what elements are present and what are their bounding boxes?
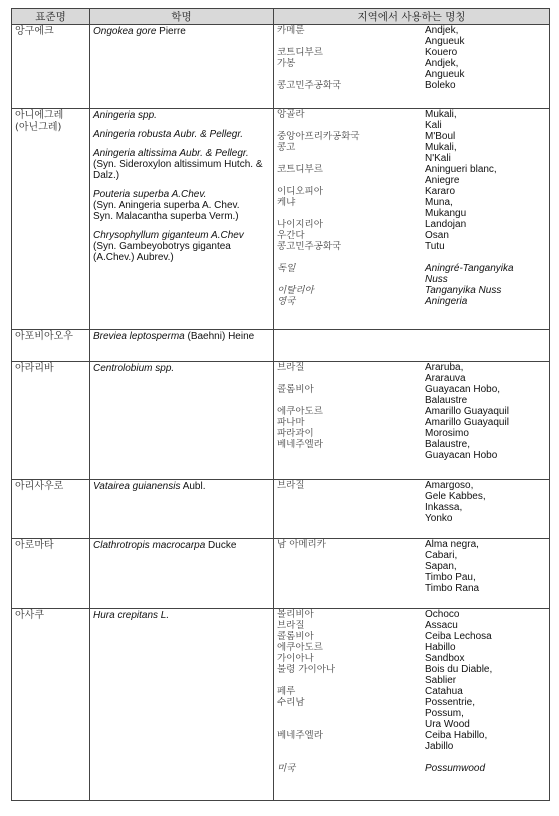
local-name: Yonko (425, 513, 453, 524)
local-name: Catahua (425, 686, 463, 697)
table-row (12, 330, 550, 362)
local-name: Possumwood (425, 763, 486, 774)
scientific-binomial: Clathrotropis macrocarpa (93, 540, 206, 551)
local-names-cell (274, 109, 550, 330)
scientific-name-cell (90, 25, 274, 109)
local-name: Ura Wood (425, 719, 470, 730)
local-name: Kouero (425, 47, 458, 58)
local-name: Araruba, (425, 362, 464, 373)
scientific-binomial: Breviea leptosperma (93, 331, 185, 342)
region-label: 앙골라 (277, 109, 305, 120)
region-label: 우간다 (277, 230, 305, 241)
local-name: Osan (425, 230, 449, 241)
region-label: 콩고민주공화국 (277, 241, 342, 252)
local-name: M'Boul (425, 131, 456, 142)
table-row (12, 25, 550, 109)
scientific-author: Aubl. (180, 481, 206, 492)
region-label: 브라질 (277, 362, 305, 373)
region-label: 케냐 (277, 197, 296, 208)
scientific-block (93, 189, 270, 222)
standard-name-cell: 앙구에크 (12, 25, 90, 109)
region-label: 베네주엘라 (277, 439, 323, 450)
region-label: 중앙아프리카공화국 (277, 131, 360, 142)
local-name: Angueuk (425, 36, 465, 47)
local-name: Gele Kabbes, (425, 491, 486, 502)
local-name: Guayacan Hobo, (425, 384, 501, 395)
local-name: Timbo Rana (425, 583, 480, 594)
region-label: 에쿠아도르 (277, 642, 323, 653)
local-name: Balaustre, (425, 439, 471, 450)
scientific-name (93, 540, 236, 551)
local-names-cell (274, 362, 550, 480)
local-name: Bois du Diable, (425, 664, 493, 675)
standard-name-cell: 아로마타 (12, 539, 90, 609)
scientific-binomial: Vatairea guianensis (93, 481, 181, 492)
local-names-cell (274, 480, 550, 539)
species-table (11, 8, 550, 801)
local-name: Mukali, (425, 109, 457, 120)
local-name: Muna, (425, 197, 453, 208)
region-label: 불령 가이아나 (277, 664, 336, 675)
local-names-list (277, 480, 546, 524)
standard-name-cell: 아포비아오우 (12, 330, 90, 362)
region-label: 베네주엘라 (277, 730, 323, 741)
local-names-list (277, 109, 546, 307)
local-name: Amargoso, (425, 480, 474, 491)
region-label: 남 아메리카 (277, 539, 326, 550)
local-name: Balaustre (425, 395, 468, 406)
region-label: 에쿠아도르 (277, 406, 323, 417)
species-table-container (11, 8, 549, 801)
scientific-block (93, 230, 270, 263)
local-name: Tanganyika Nuss (425, 285, 502, 296)
local-name: Assacu (425, 620, 458, 631)
local-name: Ceiba Lechosa (425, 631, 492, 642)
local-names-list (277, 25, 546, 91)
region-label: 콜롬비아 (277, 384, 314, 395)
region-label: 가봉 (277, 58, 296, 69)
local-name: Andjek, (425, 58, 459, 69)
local-name: Inkassa, (425, 502, 463, 513)
synonym: Syn. Malacantha superba Verm.) (93, 211, 239, 222)
local-name: Alma negra, (425, 539, 479, 550)
region-label: 콩고민주공화국 (277, 80, 342, 91)
local-names-cell (274, 330, 550, 362)
local-names-cell (274, 539, 550, 609)
region-label: 파라과이 (277, 428, 314, 439)
region-label: 브라질 (277, 480, 305, 491)
local-names-cell (274, 25, 550, 109)
standard-name-cell: 아사쿠 (12, 609, 90, 801)
local-names-list (277, 609, 546, 774)
scientific-name-cell (90, 609, 274, 801)
local-name: Tutu (425, 241, 445, 252)
local-name: Ararauva (425, 373, 466, 384)
local-name: Aningré-Tanganyika (425, 263, 514, 274)
table-row (12, 480, 550, 539)
region-label: 독일 (277, 263, 296, 274)
region-label: 카메룬 (277, 25, 305, 36)
scientific-name: Chrysophyllum giganteum A.Chev (93, 230, 244, 241)
local-name: Aniegre (425, 175, 460, 186)
table-row (12, 609, 550, 801)
local-name: Sandbox (425, 653, 465, 664)
scientific-name: Hura crepitans L. (93, 610, 170, 621)
region-label: 나이지리아 (277, 219, 323, 230)
header-row (12, 9, 550, 25)
local-name: Jabillo (425, 741, 454, 752)
region-label: 파나마 (277, 417, 305, 428)
local-names-list (277, 539, 546, 594)
local-name: Habillo (425, 642, 456, 653)
local-name: N'Kali (425, 153, 451, 164)
scientific-name-cell (90, 362, 274, 480)
scientific-author: Pierre (156, 26, 186, 37)
local-name: Landojan (425, 219, 467, 230)
scientific-name (93, 331, 254, 342)
scientific-name-cell (90, 539, 274, 609)
scientific-author: (Baehni) Heine (184, 331, 255, 342)
local-name: Nuss (425, 274, 448, 285)
scientific-name: Aningeria spp. (93, 110, 157, 121)
scientific-name-cell (90, 480, 274, 539)
header-scientific-name: 학명 (90, 9, 274, 25)
local-name: Andjek, (425, 25, 459, 36)
scientific-name: Aningeria altissima Aubr. & Pellegr. (93, 148, 249, 159)
local-name: Cabari, (425, 550, 458, 561)
synonym: (Syn. Gambeyobotrys gigantea (A.Chev.) Aubrev.) (93, 241, 231, 263)
region-label: 콜롬비아 (277, 631, 314, 642)
local-name: Sapan, (425, 561, 457, 572)
region-label: 코트디부르 (277, 47, 323, 58)
local-name: Amarillo Guayaquil (425, 406, 509, 417)
scientific-name (93, 481, 206, 492)
region-label: 이디오피아 (277, 186, 323, 197)
local-name: Ochoco (425, 609, 460, 620)
region-label: 수리남 (277, 697, 305, 708)
table-row (12, 362, 550, 480)
synonym: (Syn. Sideroxylon altissimum Hutch. & Dalz.) (93, 159, 263, 181)
local-name: Angueuk (425, 69, 465, 80)
synonym: (Syn. Aningeria superba A. Chev. (93, 200, 240, 211)
local-name: Kararo (425, 186, 456, 197)
local-name: Morosimo (425, 428, 469, 439)
local-name: Amarillo Guayaquil (425, 417, 509, 428)
standard-name: 아니에그레 (아닌그레) (15, 110, 64, 133)
local-name: Possum, (425, 708, 464, 719)
scientific-name: Ongokea gore (93, 26, 157, 37)
local-name: Sablier (425, 675, 457, 686)
local-name: Mukangu (425, 208, 467, 219)
scientific-name: Aningeria robusta Aubr. & Pellegr. (93, 129, 244, 140)
region-label: 이탈리아 (277, 285, 314, 296)
local-name: Aningueri blanc, (425, 164, 497, 175)
header-local-names: 지역에서 사용하는 명칭 (274, 9, 550, 25)
standard-name-cell (12, 109, 90, 330)
local-name: Mukali, (425, 142, 457, 153)
table-row (12, 109, 550, 330)
local-name: Ceiba Habillo, (425, 730, 488, 741)
table-row (12, 539, 550, 609)
scientific-block (93, 110, 270, 121)
standard-name-cell: 아라리바 (12, 362, 90, 480)
local-name: Aningeria (425, 296, 468, 307)
region-label: 영국 (277, 296, 296, 307)
region-label: 브라질 (277, 620, 305, 631)
local-name: Possentrie, (425, 697, 476, 708)
header-standard-name: 표준명 (12, 9, 90, 25)
scientific-name: Pouteria superba A.Chev. (93, 189, 207, 200)
region-label: 가이아나 (277, 653, 314, 664)
local-name: Guayacan Hobo (425, 450, 498, 461)
scientific-name-cell (90, 109, 274, 330)
scientific-name (93, 363, 174, 374)
region-label: 코트디부르 (277, 164, 323, 175)
scientific-block (93, 148, 270, 181)
region-label: 콩고 (277, 142, 296, 153)
region-label: 페루 (277, 686, 296, 697)
scientific-block (93, 129, 270, 140)
standard-name-cell: 아리사우로 (12, 480, 90, 539)
scientific-name-cell (90, 330, 274, 362)
scientific-author: Ducke (205, 540, 237, 551)
local-name: Boleko (425, 80, 456, 91)
local-name: Kali (425, 120, 442, 131)
scientific-binomial: Centrolobium spp. (93, 363, 175, 374)
local-name: Timbo Pau, (425, 572, 476, 583)
region-label: 미국 (277, 763, 296, 774)
local-names-list (277, 362, 546, 461)
region-label: 볼리비아 (277, 609, 314, 620)
local-names-cell (274, 609, 550, 801)
